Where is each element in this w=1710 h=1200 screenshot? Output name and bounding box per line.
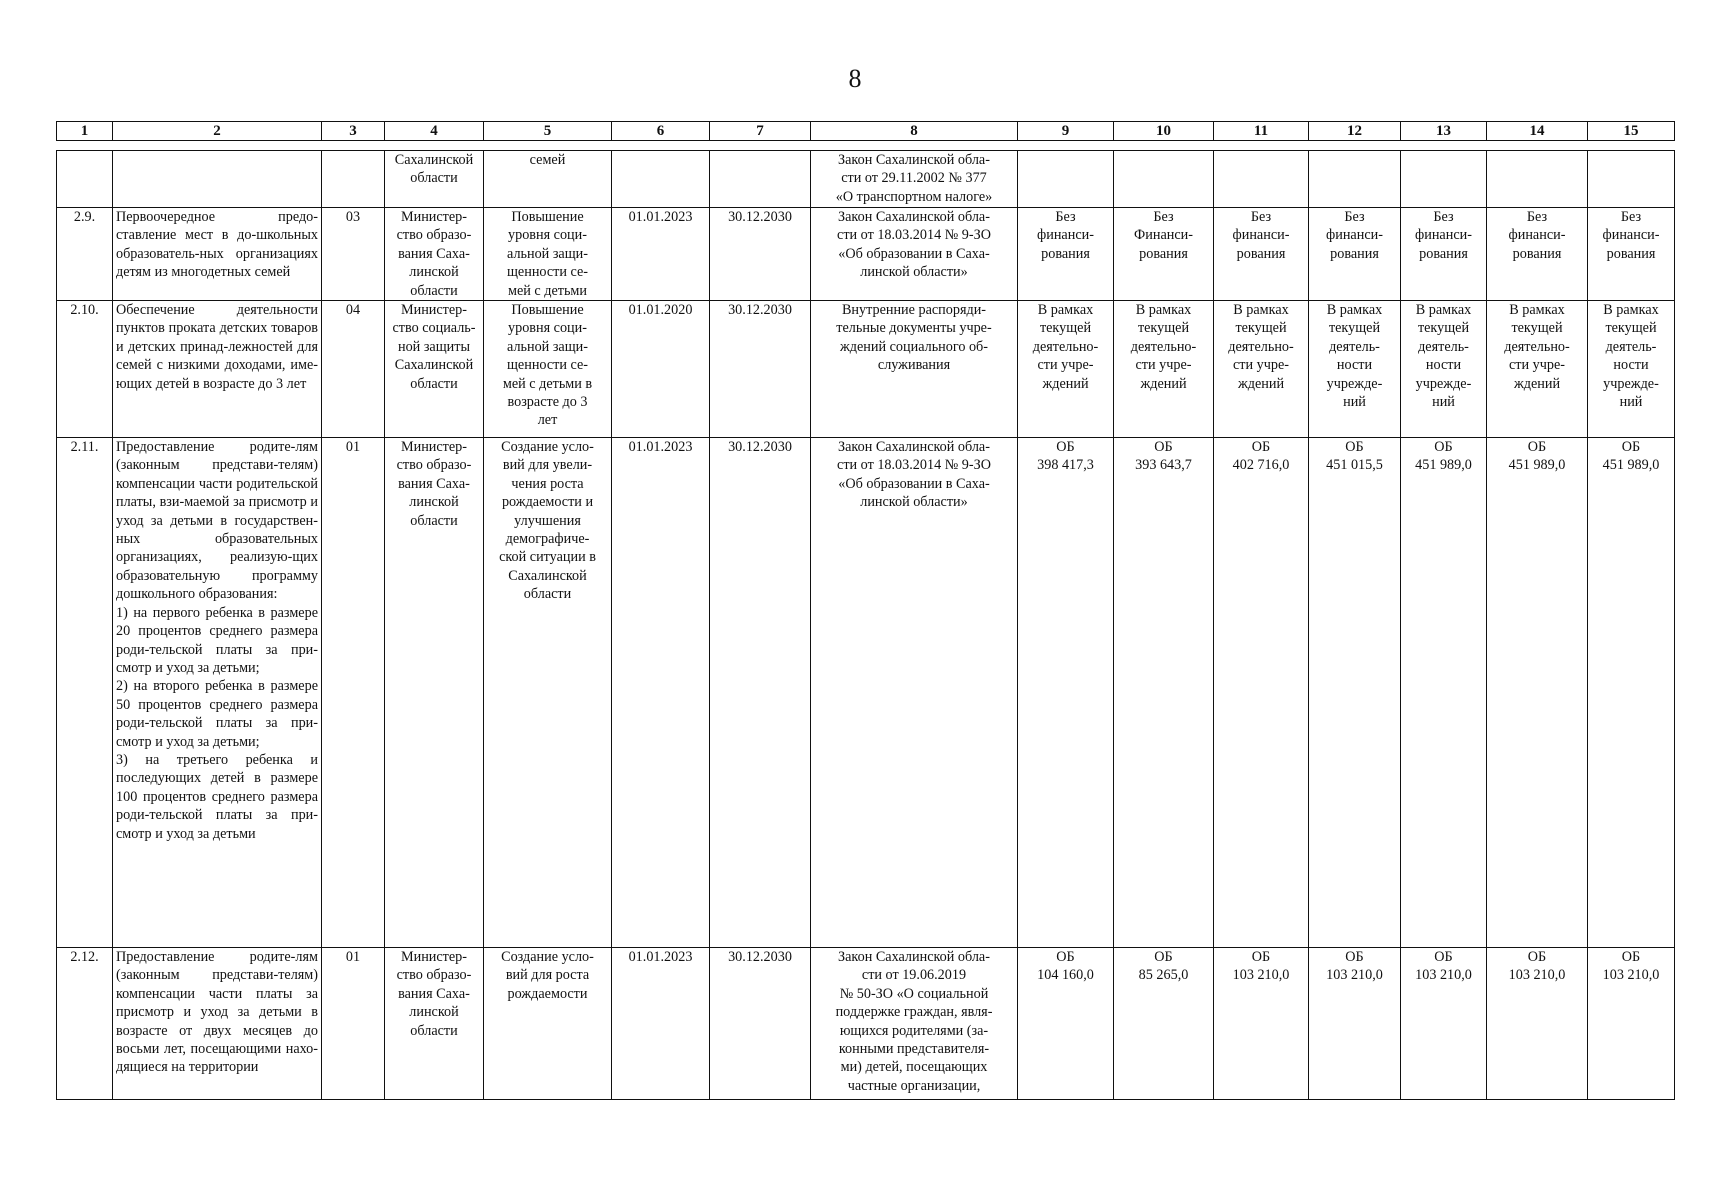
header-col-6: 6 [612,122,710,141]
end-date: 30.12.2030 [710,301,811,438]
year-value-10: ОБ 393 643,7 [1114,438,1214,948]
year-value-10: ОБ 85 265,0 [1114,948,1214,1100]
year-value-13: Без финанси- рования [1401,208,1487,301]
header-col-13: 13 [1401,122,1487,141]
measure-code [322,151,385,208]
start-date: 01.01.2023 [612,208,710,301]
responsible-body: Министер- ство образо- вания Саха- линской области [385,438,484,948]
legal-basis: Закон Сахалинской обла- сти от 18.03.2014 № 9-ЗО «Об образовании в Саха- линской области» [811,438,1018,948]
year-value-9: Без финанси- рования [1018,208,1114,301]
year-value-15: В рамках текущей деятель- ности учрежде- ний [1588,301,1675,438]
header-col-9: 9 [1018,122,1114,141]
year-value-14: ОБ 451 989,0 [1487,438,1588,948]
measure-goal: Повышение уровня соци- альной защи- щенности се- мей с детьми [484,208,612,301]
measure-name: Предоставление родите-лям (законным представи-телям) компенсации части родительской платы, взи-маемой за присмотр и уход за детьми в государствен-ных образовательных организациях, реализую-щих образовательную программу дошкольного образования: 1) на первого ребенка в размере 20 процентов среднего размера роди-тельской платы за при-смотр и уход за детьми; 2) на второго ребенка в размере 50 процентов среднего размера роди-тельской платы за при-смотр и уход за детьми; 3) на третьего ребенка и последующих детей в размере 100 процентов среднего размера роди-тельской платы за при-смотр и уход за детьми [113,438,322,948]
year-value-13 [1401,151,1487,208]
header-col-2: 2 [113,122,322,141]
start-date: 01.01.2023 [612,438,710,948]
start-date: 01.01.2023 [612,948,710,1100]
measure-goal: Повышение уровня соци- альной защи- щенности се- мей с детьми в возрасте до 3 лет [484,301,612,438]
year-value-9: В рамках текущей деятельно- сти учре- ждений [1018,301,1114,438]
header-col-4: 4 [385,122,484,141]
end-date: 30.12.2030 [710,948,811,1100]
year-value-12: ОБ 103 210,0 [1309,948,1401,1100]
legal-basis: Внутренние распоряди- тельные документы учре- ждений социального об- служивания [811,301,1018,438]
header-col-11: 11 [1214,122,1309,141]
responsible-body: Сахалинской области [385,151,484,208]
year-value-14: Без финанси- рования [1487,208,1588,301]
table-row [57,301,1675,438]
year-value-15: Без финанси- рования [1588,208,1675,301]
year-value-14: В рамках текущей деятельно- сти учре- ждений [1487,301,1588,438]
table-row [57,208,1675,301]
measure-name: Обеспечение деятельности пунктов проката детских товаров и детских принад-лежностей для семей с низкими доходами, име-ющих детей в возрасте до 3 лет [113,301,322,438]
row-number: 2.11. [57,438,113,948]
row-number: 2.9. [57,208,113,301]
year-value-11: ОБ 103 210,0 [1214,948,1309,1100]
header-col-5: 5 [484,122,612,141]
year-value-11 [1214,151,1309,208]
page-number: 8 [848,64,862,93]
measure-name [113,151,322,208]
header-col-1: 1 [57,122,113,141]
year-value-10 [1114,151,1214,208]
year-value-15: ОБ 451 989,0 [1588,438,1675,948]
measure-name: Предоставление родите-лям (законным представи-телям) компенсации части платы за присмотр и уход за детьми в возрасте от двух месяцев до восьми лет, посещающими нахо-дящиеся на территории [113,948,322,1100]
measure-code: 03 [322,208,385,301]
responsible-body: Министер- ство образо- вания Саха- линской области [385,948,484,1100]
legal-basis: Закон Сахалинской обла- сти от 29.11.2002 № 377 «О транспортном налоге» [811,151,1018,208]
end-date: 30.12.2030 [710,438,811,948]
year-value-11: В рамках текущей деятельно- сти учре- ждений [1214,301,1309,438]
year-value-13: ОБ 103 210,0 [1401,948,1487,1100]
year-value-15 [1588,151,1675,208]
header-col-10: 10 [1114,122,1214,141]
table-row [57,151,1675,208]
row-number: 2.10. [57,301,113,438]
year-value-13: В рамках текущей деятель- ности учрежде- ний [1401,301,1487,438]
year-value-14: ОБ 103 210,0 [1487,948,1588,1100]
year-value-9: ОБ 398 417,3 [1018,438,1114,948]
legal-basis: Закон Сахалинской обла- сти от 18.03.2014 № 9-ЗО «Об образовании в Саха- линской области» [811,208,1018,301]
year-value-9 [1018,151,1114,208]
row-number: 2.12. [57,948,113,1100]
year-value-14 [1487,151,1588,208]
year-value-12: В рамках текущей деятель- ности учрежде- ний [1309,301,1401,438]
row-number [57,151,113,208]
measures-table [56,150,1675,1100]
table-row [57,438,1675,948]
end-date: 30.12.2030 [710,208,811,301]
year-value-15: ОБ 103 210,0 [1588,948,1675,1100]
column-number-header [56,121,1675,141]
table-row [57,948,1675,1100]
measure-code: 01 [322,948,385,1100]
header-col-8: 8 [811,122,1018,141]
year-value-10: Без Финанси- рования [1114,208,1214,301]
header-col-12: 12 [1309,122,1401,141]
end-date [710,151,811,208]
year-value-13: ОБ 451 989,0 [1401,438,1487,948]
legal-basis: Закон Сахалинской обла- сти от 19.06.2019 № 50-ЗО «О социальной поддержке граждан, явля- ющихся родителями (за- конными представителя- ми) детей, посещающих частные организации, [811,948,1018,1100]
measure-goal: семей [484,151,612,208]
responsible-body: Министер- ство образо- вания Саха- линской области [385,208,484,301]
measure-goal: Создание усло- вий для роста рождаемости [484,948,612,1100]
measure-code: 01 [322,438,385,948]
measure-goal: Создание усло- вий для увели- чения роста рождаемости и улучшения демографиче- ской ситуации в Сахалинской области [484,438,612,948]
year-value-11: ОБ 402 716,0 [1214,438,1309,948]
measure-name: Первоочередное предо-ставление мест в до-школьных образователь-ных организациях детям из многодетных семей [113,208,322,301]
year-value-12: Без финанси- рования [1309,208,1401,301]
header-col-15: 15 [1588,122,1675,141]
header-col-14: 14 [1487,122,1588,141]
start-date: 01.01.2020 [612,301,710,438]
year-value-11: Без финанси- рования [1214,208,1309,301]
year-value-10: В рамках текущей деятельно- сти учре- ждений [1114,301,1214,438]
year-value-12 [1309,151,1401,208]
responsible-body: Министер- ство социаль- ной защиты Сахалинской области [385,301,484,438]
start-date [612,151,710,208]
header-col-7: 7 [710,122,811,141]
measure-code: 04 [322,301,385,438]
header-col-3: 3 [322,122,385,141]
year-value-12: ОБ 451 015,5 [1309,438,1401,948]
year-value-9: ОБ 104 160,0 [1018,948,1114,1100]
